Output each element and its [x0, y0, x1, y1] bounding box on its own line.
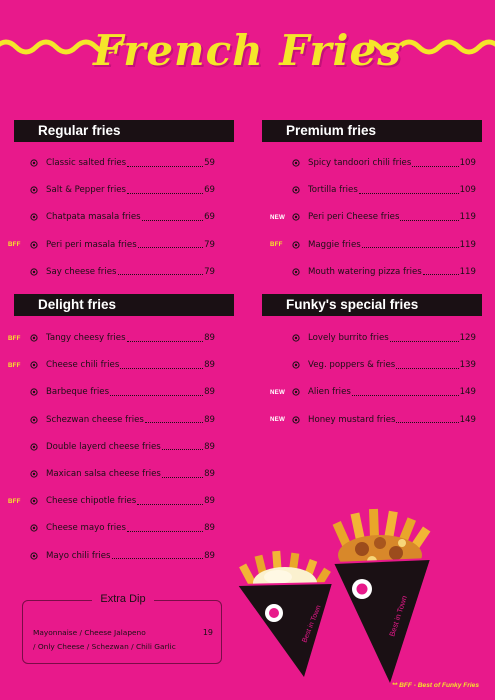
item-price: 139 — [459, 360, 476, 371]
dot-leader — [120, 368, 203, 369]
item-name: Barbeque fries — [46, 387, 110, 398]
item-name: Maggie fries — [308, 239, 361, 250]
dot-leader — [162, 449, 203, 450]
item-name: Mouth watering pizza fries — [308, 266, 422, 277]
bff-badge: BFF — [8, 334, 21, 342]
item-price: 69 — [204, 212, 215, 223]
bullet-target-icon — [292, 361, 300, 369]
menu-item — [270, 384, 476, 400]
item-price: 119 — [459, 266, 476, 277]
item-name: Double layerd cheese fries — [46, 441, 161, 452]
item-name: Cheese chili fries — [46, 360, 120, 371]
item-price: 89 — [204, 496, 215, 507]
item-name: Chatpata masala fries — [46, 212, 141, 223]
bullet-target-icon — [30, 416, 38, 424]
item-price: 89 — [204, 469, 215, 479]
menu-item — [8, 330, 215, 346]
bullet-target-icon — [30, 268, 38, 276]
dot-leader — [145, 422, 203, 423]
item-price: 129 — [459, 333, 476, 343]
item-price: 119 — [459, 212, 476, 223]
menu-item — [292, 264, 476, 280]
new-badge: NEW — [270, 213, 286, 221]
menu-item — [292, 357, 476, 373]
bullet-target-icon — [292, 416, 300, 424]
item-name: Lovely burrito fries — [308, 333, 389, 343]
bullet-target-icon — [30, 443, 38, 451]
menu-item — [292, 182, 476, 198]
bullet-target-icon — [292, 268, 300, 276]
bullet-target-icon — [292, 241, 300, 249]
item-name: Classic salted fries — [46, 158, 127, 168]
dot-leader — [396, 368, 458, 369]
item-price: 79 — [204, 239, 215, 250]
item-name: Mayo chili fries — [46, 550, 111, 561]
bullet-target-icon — [292, 213, 300, 221]
dot-leader — [359, 193, 459, 194]
item-name: Cheese mayo fries — [46, 523, 126, 534]
dot-leader — [352, 395, 459, 396]
item-price: 149 — [459, 414, 476, 425]
bullet-target-icon — [30, 186, 38, 194]
item-name: Maxican salsa cheese fries — [46, 469, 161, 479]
item-name: Alien fries — [308, 387, 351, 398]
dot-leader — [138, 247, 203, 248]
dot-leader — [362, 247, 459, 248]
dot-leader — [127, 166, 203, 167]
page-title: French Fries — [93, 26, 402, 75]
item-price: 109 — [459, 158, 476, 168]
bff-badge: BFF — [8, 361, 21, 369]
item-name: Salt & Pepper fries — [46, 185, 126, 196]
bullet-target-icon — [292, 186, 300, 194]
bullet-target-icon — [30, 241, 38, 249]
item-price: 89 — [204, 387, 215, 398]
menu-item — [8, 237, 215, 253]
bff-badge: BFF — [8, 241, 21, 249]
bullet-target-icon — [30, 334, 38, 342]
menu-item — [292, 155, 476, 171]
item-name: Cheese chipotle fries — [46, 496, 137, 507]
footnote: ** BFF - Best of Funky Fries — [392, 682, 479, 689]
section-heading-funky: Funky's special fries — [262, 294, 482, 316]
menu-item — [8, 357, 215, 373]
menu-item — [30, 209, 215, 225]
menu-item — [8, 493, 215, 509]
dot-leader — [127, 193, 203, 194]
dot-leader — [112, 558, 204, 559]
bullet-target-icon — [30, 361, 38, 369]
dot-leader — [400, 220, 458, 221]
right-cone-icon — [334, 559, 430, 683]
item-name: Peri peri Cheese fries — [308, 212, 400, 223]
bullet-target-icon — [30, 388, 38, 396]
item-price: 89 — [204, 360, 215, 371]
menu-item — [30, 155, 215, 171]
dot-leader — [110, 395, 203, 396]
bff-badge: BFF — [8, 497, 21, 505]
fries-cones-illustration — [230, 505, 490, 685]
item-name: Schezwan cheese fries — [46, 414, 144, 425]
menu-item — [30, 412, 215, 428]
section-heading-premium: Premium fries — [262, 120, 482, 142]
left-cone-label: Best in Town — [301, 604, 323, 644]
bullet-target-icon — [30, 552, 38, 560]
bullet-target-icon — [30, 159, 38, 167]
bullet-target-icon — [30, 213, 38, 221]
dot-leader — [423, 274, 459, 275]
bullet-target-icon — [292, 388, 300, 396]
bff-badge: BFF — [270, 241, 283, 249]
dot-leader — [396, 422, 458, 423]
item-name: Say cheese fries — [46, 266, 117, 277]
menu-item — [30, 548, 215, 564]
item-price: 69 — [204, 185, 215, 196]
section-heading-regular: Regular fries — [14, 120, 234, 142]
dot-leader — [127, 531, 203, 532]
dot-leader — [412, 166, 458, 167]
item-price: 59 — [204, 158, 215, 168]
item-price: 119 — [459, 239, 476, 250]
extra-dip-price: 19 — [202, 628, 213, 637]
dot-leader — [390, 341, 459, 342]
new-badge: NEW — [270, 416, 286, 424]
menu-item — [30, 466, 215, 482]
menu-item — [30, 439, 215, 455]
dot-leader — [127, 341, 204, 342]
bullet-target-icon — [292, 159, 300, 167]
menu-item — [270, 209, 476, 225]
extra-dip-line-2: / Only Cheese / Schezwan / Chili Garlic — [33, 642, 176, 651]
menu-item — [30, 384, 215, 400]
menu-item — [30, 264, 215, 280]
dot-leader — [118, 274, 204, 275]
menu-item — [292, 330, 476, 346]
item-price: 89 — [204, 550, 215, 561]
right-cone-label: Best in Town — [387, 594, 410, 638]
item-name: Tortilla fries — [308, 185, 358, 196]
extra-dip-line-1: Mayonnaise / Cheese Jalapeno — [33, 628, 146, 637]
extra-dip-heading: Extra Dip — [92, 593, 153, 605]
item-price: 89 — [204, 333, 215, 343]
item-price: 109 — [459, 185, 476, 196]
menu-item — [270, 412, 476, 428]
item-name: Tangy cheesy fries — [46, 333, 126, 343]
item-name: Veg. poppers & fries — [308, 360, 396, 371]
item-price: 89 — [204, 414, 215, 425]
bullet-target-icon — [30, 524, 38, 532]
dot-leader — [142, 220, 203, 221]
bullet-target-icon — [30, 470, 38, 478]
bullet-target-icon — [292, 334, 300, 342]
extra-dip-box — [22, 593, 222, 664]
item-price: 79 — [204, 266, 215, 277]
item-name: Spicy tandoori chili fries — [308, 158, 412, 168]
section-heading-delight: Delight fries — [14, 294, 234, 316]
dot-leader — [137, 504, 203, 505]
new-badge: NEW — [270, 388, 286, 396]
item-price: 89 — [204, 523, 215, 534]
item-price: 89 — [204, 441, 215, 452]
item-name: Honey mustard fries — [308, 414, 396, 425]
item-name: Peri peri masala fries — [46, 239, 137, 250]
bullet-target-icon — [30, 497, 38, 505]
menu-item — [270, 237, 476, 253]
item-price: 149 — [459, 387, 476, 398]
left-cone-icon — [238, 583, 332, 677]
menu-item — [30, 182, 215, 198]
menu-item — [30, 520, 215, 536]
dot-leader — [162, 477, 203, 478]
